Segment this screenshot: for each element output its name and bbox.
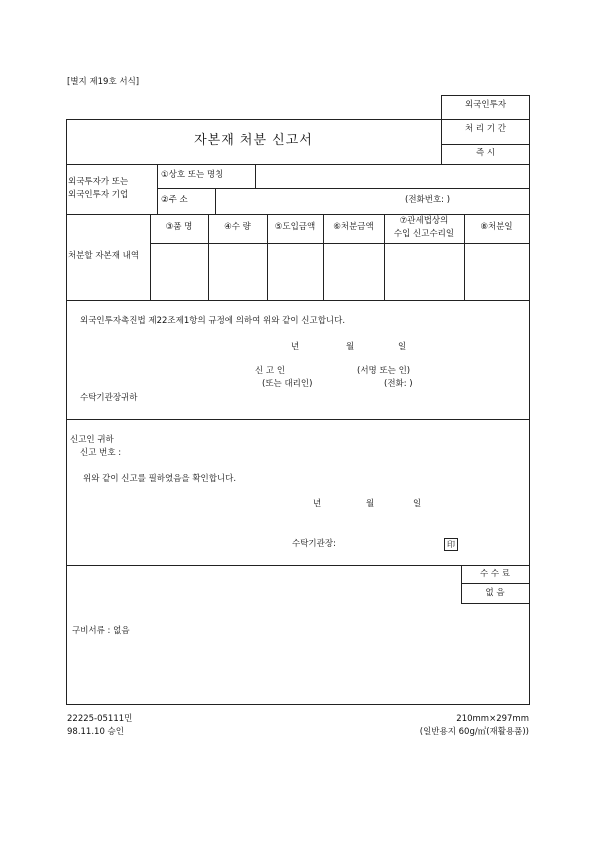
goods-label: 처분할 자본재 내역 [68,251,140,261]
name-field-label: ①상호 또는 명칭 [161,170,224,180]
period-value: 즉 시 [475,148,496,158]
signature-label: (서명 또는 인) [357,366,411,376]
footer-paper: (일반용지 60g/㎡(재활용품)) [419,727,529,737]
declarant-label: 신 고 인 [255,366,286,376]
agent-label: (또는 대리인) [262,379,313,389]
confirmation-month: 월 [366,499,375,509]
page-title: 자본재 처분 신고서 [194,133,313,148]
period-label: 처 리 기 간 [465,124,506,134]
investor-label-line1: 외국투자가 또는 [68,177,129,187]
declaration-text: 외국인투자촉진법 제22조제1항의 규정에 의하여 위와 같이 신고합니다. [80,316,346,326]
address-field-label: ②주 소 [161,195,188,205]
frame-right [529,95,530,704]
investor-label: 외국인투자 [464,100,507,110]
column-item-name: ③품 명 [165,222,193,232]
attachments: 구비서류 : 없음 [72,626,130,636]
declaration-day: 일 [398,342,407,352]
column-disposal-date: ⑧처분일 [480,222,513,232]
frame-bottom [66,704,530,705]
fee-value: 없 음 [485,588,505,598]
fee-label: 수 수 료 [479,569,511,579]
declaration-month: 월 [346,342,355,352]
confirmation-day: 일 [413,499,422,509]
column-disposal-amount: ⑥처분금액 [333,222,374,232]
footer-code: 22225-05111민 [67,714,133,724]
column-customs-line2: 수입 신고수리일 [393,229,455,239]
frame-top [66,119,530,120]
confirmation-text: 위와 같이 신고를 필하였음을 확인합니다. [83,474,237,484]
investor-label-line2: 외국인투자 기업 [68,190,129,200]
column-quantity: ④수 량 [224,222,251,232]
column-customs-line1: ⑦관세법상의 [399,216,449,226]
confirmation-year: 년 [313,499,322,509]
confirmation-number: 신고 번호 : [80,448,122,458]
footer-size: 210mm×297mm [456,714,529,724]
frame-left [66,119,67,704]
phone-field-label: (전화번호: ) [405,195,451,205]
addressee: 수탁기관장귀하 [80,393,138,403]
confirmation-to: 신고인 귀하 [70,435,114,445]
column-import-amount: ⑤도입금액 [274,222,316,232]
form-label: [별지 제19호 서식] [67,77,140,87]
declaration-year: 년 [291,342,300,352]
authority-label: 수탁기관장: [292,539,336,549]
seal-mark: 印 [444,538,458,551]
declarant-phone: (전화: ) [384,379,413,389]
footer-approval: 98.11.10 승인 [67,727,124,737]
